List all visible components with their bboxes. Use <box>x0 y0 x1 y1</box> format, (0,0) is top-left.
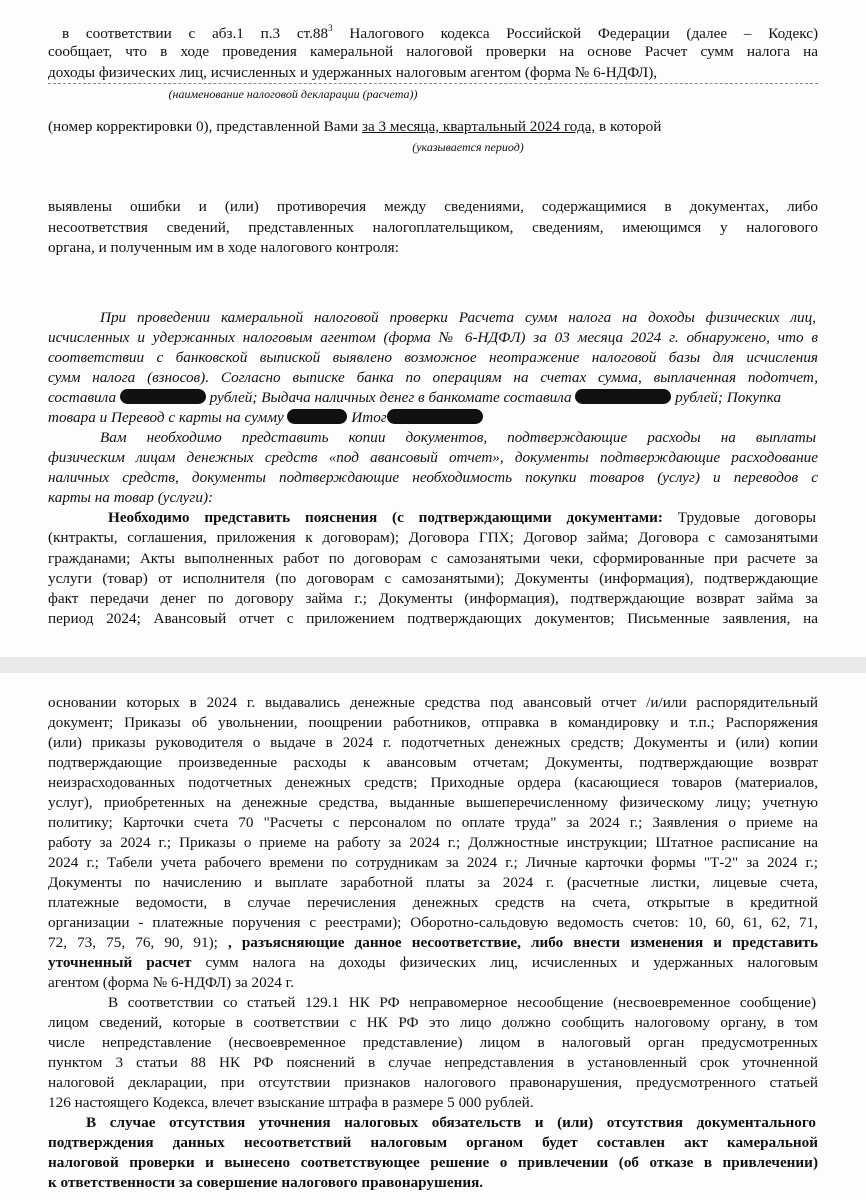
cont-line-10: Документы по начислению и выплате заработной платы за 2024 г. (расчетные листки, лицевые счета, <box>48 874 818 891</box>
cont-line-12: организации - платежные поручения с реестрами); Оборотно-сальдовую ведомость счетов: 10, 60, 61, 62, 71, <box>48 914 818 931</box>
warning-line-1: В случае отсутствия уточнения налоговых обязательств и (или) отсутствия документального <box>86 1114 816 1131</box>
required-line-4: услуги (товар) от исполнителя (по договорам с самозанятыми); Документы (информация), подтверждающие <box>48 570 818 587</box>
penalty-line-2: лицом сведений, которые в соответствии с НК РФ это лицо должно сообщить налоговому органу, в том <box>48 1014 818 1031</box>
cont-line-5: неизрасходованных подотчетных денежных средств; Приходные ордера (касающиеся товаров (материалов, <box>48 774 818 791</box>
penalty-line-3: числе непредставление (несвоевременное представление) лицом в налоговый орган предусмотренных <box>48 1034 818 1051</box>
required-line-1: Необходимо представить пояснения (с подтверждающими документами: Трудовые договоры <box>108 509 816 526</box>
errors-line-2: несоответствия сведений, представленных налогоплательщиком, сведениям, имеющимся у налогового <box>48 219 818 236</box>
warning-line-2: подтверждения данных несоответствий налоговым органом будет составлен акт камеральной <box>48 1134 818 1151</box>
cont-line-1: основании которых в 2024 г. выдавались денежные средства под авансовый отчет /и/или распорядительный <box>48 694 818 711</box>
cont-line-7: политику; Карточки счета 70 "Расчеты с персоналом по оплате труда" за 2024 г.; Заявления о приеме на <box>48 814 818 831</box>
cont-line-9: 2024 г.; Табели учета рабочего времени по сотрудникам за 2024 г.; Личные карточки формы "Т-2" за 2024 г.; <box>48 854 818 871</box>
finding-line-3: соответствии с банковской выпиской выявлено возможное неотражение налоговой базы для исчисления <box>48 349 818 366</box>
cont-line-4: подтверждающие произведенные расходы к авансовым отчетам; Документы, подтверждающие возврат <box>48 754 818 771</box>
required-line-5: факт передачи денег по договору займа г.; Документы (информация), подтверждающие возврат займа за <box>48 590 818 607</box>
redaction-amount-1 <box>120 389 206 404</box>
intro-line-1: в соответствии с абз.1 п.3 $ст.88^3$ Налогового кодекса Российской Федерации (далее – Кодекс) <box>62 23 818 42</box>
required-line-2: (кнтракты, соглашения, приложения к договорам); Договора ГПХ; Договор займа; Договора с самозанятыми <box>48 529 818 546</box>
cont-line-3: (или) приказы руководителя о выдаче в 2024 г. подотчетных денежных средств; Документы и (или) копии <box>48 734 818 751</box>
redaction-amount-4 <box>387 409 483 424</box>
penalty-line-1: В соответствии со статьей 129.1 НК РФ неправомерное несообщение (несвоевременное сообщение) <box>108 994 816 1011</box>
cont-line-6: услуг), приобретенных на денежные средства, выданные вышеперечисленному физическому лицу; учетную <box>48 794 818 811</box>
redaction-amount-3 <box>287 409 347 424</box>
warning-line-3: налоговой проверки и вынесено соответствующее решение о привлечении (об отказе в привлечении) <box>48 1154 818 1171</box>
cont-line-15: агентом (форма № 6-НДФЛ) за 2024 г. <box>48 974 294 991</box>
finding-line-1: При проведении камеральной налоговой проверки Расчета сумм налога на доходы физических лиц, <box>100 309 816 326</box>
request-line-1: Вам необходимо представить копии документов, подтверждающие расходы на выплаты <box>100 429 816 446</box>
cont-line-8: работу за 2024 г.; Приказы о приеме на работу за 2024 г.; Должностные инструкции; Штатное расписание на <box>48 834 818 851</box>
penalty-line-4: пунктом 3 статьи 88 НК РФ пояснений в случае непредставления в установленный срок уточненной <box>48 1054 818 1071</box>
errors-line-1: выявлены ошибки и (или) противоречия между сведениями, содержащимися в документах, либо <box>48 198 818 215</box>
period-line: (номер корректировки 0), представленной Вами за 3 месяца, квартальный 2024 года, в которой <box>48 118 662 135</box>
finding-line-6: товара и Перевод с карты на сумму Итог <box>48 408 818 429</box>
cont-line-14: уточненный расчет сумм налога на доходы физических лиц, исчисленных и удержанных налоговым <box>48 954 818 971</box>
penalty-line-6: 126 настоящего Кодекса, влечет взыскание штрафа в размере 5 000 рублей. <box>48 1094 534 1111</box>
errors-line-3: органа, и полученным им в ходе налогового контроля: <box>48 239 399 256</box>
intro-line-3: доходы физических лиц, исчисленных и удержанных налоговым агентом (форма № 6-НДФЛ), <box>48 64 658 81</box>
finding-line-5: составила рублей; Выдача наличных денег в банкомате составила рублей; Покупка <box>48 389 782 406</box>
request-line-3: наличных средств, документы подтверждающие необходимость покупки товаров (услуг) и переводов с <box>48 469 818 486</box>
finding-line-4: сумм налога (взносов). Согласно выписке банка по операциям на счетах сумма, выплаченная подотчет, <box>48 369 818 386</box>
redaction-amount-2 <box>575 389 671 404</box>
document-page-2 <box>0 673 866 1200</box>
cont-line-2: документ; Приказы об увольнении, поощрении работников, отправка в командировку и т.п.; Распоряжения <box>48 714 818 731</box>
penalty-line-5: налоговой декларации, при отсутствии признаков налогового правонарушения, предусмотренного статьей <box>48 1074 818 1091</box>
request-line-4: карты на товар (услуги): <box>48 489 214 506</box>
cont-line-11: платежные ведомости, в случае перечисления денежных средств на счета, открытые в кредитной <box>48 894 818 911</box>
request-line-2: физическим лицам денежных средств «под авансовый отчет», документы подтверждающие расходование <box>48 449 818 466</box>
required-line-6: период 2024; Авансовый отчет с приложением подтверждающих документов; Письменные заявления, на <box>48 610 818 627</box>
intro-line-2: сообщает, что в ходе проведения камеральной налоговой проверки на основе Расчет сумм налога на <box>48 43 818 60</box>
warning-line-4: к ответственности за совершение налогового правонарушения. <box>48 1174 484 1191</box>
note-declaration: (наименование налоговой декларации (расчета)) <box>168 87 418 101</box>
cont-line-13: 72, 73, 75, 76, 90, 91); , разъясняющие данное несоответствие, либо внести изменения и представить <box>48 934 818 951</box>
required-line-3: гражданами; Акты выполненных работ по договорам с самозанятыми чеки, сформированные при расчете за <box>48 550 818 567</box>
note-period: (указывается период) <box>412 140 524 154</box>
finding-line-2: исчисленных и удержанных налоговым агентом (форма № 6-НДФЛ) за 03 месяца 2024 г. обнаружено, что в <box>48 329 818 346</box>
